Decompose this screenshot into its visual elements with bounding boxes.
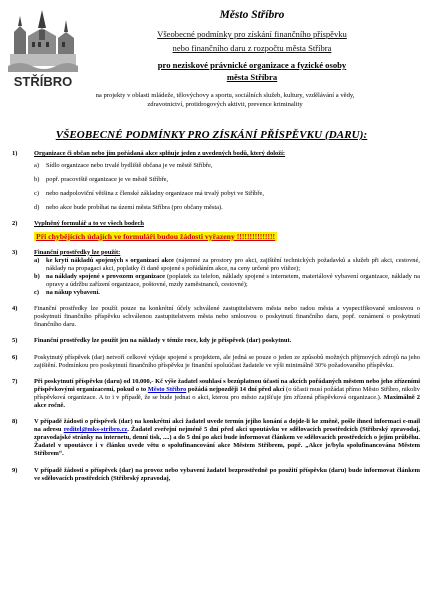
- condition-6: [10, 354, 420, 370]
- document-title: VŠEOBECNÉ PODMÍNKY PRO ZÍSKÁNÍ PŘÍSPĚVKU (DARU):: [55, 129, 368, 141]
- condition-1-d: d) nebo akce bude probíhat na území města Stříbra (pro občany města).: [34, 204, 223, 212]
- email-link[interactable]: reditel@mks-stribro.cz: [63, 426, 128, 434]
- condition-3-a: a) ke krytí nákladů spojených s organizací akce (nájemné za prostory pro akci, zajištění technických požadavků a služeb při akci, cestovné, náklady na propagaci akci, poplatky či daně spojené s pořádáním akce, na ceny určené pro vítěze);: [34, 256, 420, 272]
- condition-3: [10, 249, 420, 257]
- condition-text: Organizace či občan nebo jím pořádaná akce splňuje jeden z uvedených bodů, který doloží:: [34, 150, 286, 157]
- condition-number: 9): [12, 466, 18, 474]
- condition-number: 6): [12, 353, 18, 361]
- condition-number: 1): [12, 150, 18, 157]
- condition-number: 7): [12, 377, 18, 385]
- logo-text: STŘÍBRO: [13, 74, 73, 89]
- target-org-line-2: města Stříbra: [226, 72, 278, 82]
- condition-7: 7) Při poskytnutí příspěvku (daru) od 10.000,- Kč výše žadatel souhlasí s bezúplatnou účastí na akcích pořádaných městem nebo jeho zřízeními příspěvkovými organizacemi, pokud o to Město Stříbro požádá nejpozději 14 dní před akcí (o účasti musí požádat přímo Město Stříbro, nikoliv příspěvková organizace. A to i v případě, že se bude jednat o akci, kterou pro město zajišťuje jím zřízená příspěvková organizace.). Maximálně 2 akce ročně.: [12, 377, 421, 409]
- condition-3-c: c) na nákup vybavení.: [34, 289, 100, 297]
- condition-number: 5): [12, 337, 18, 345]
- condition-text: Poskytnutý příspěvek (dar) netvoří celkové výdaje spojené s projektem, ale jedná se pouze o jeden ze způsobů možných příjmových zdrojů na jeho zajištění. Podmínkou pro poskytnutí finančního příspěvku je finanční spoluúčast žadatele ve výši minimálně 30% požadovaného příspěvku.: [34, 353, 420, 369]
- condition-1-a: a) Sídlo organizace nebo trvalé bydliště občana je ve městě Stříbře,: [34, 162, 213, 170]
- condition-text: Finanční prostředky lze použít pouze na konkrétní účely schválené zastupitelstvem města nebo radou města a vyspecifikované smlouvou o poskytnutí finančního příspěvku schválenou zastupitelstvem města nebo smlouvou o poskytnutí finančního daru, popř. oznámení o poskytnutí finančního daru.: [34, 305, 420, 329]
- city-link[interactable]: Město Stříbro: [147, 385, 187, 393]
- conditions-list: [10, 150, 420, 483]
- condition-5: [10, 337, 420, 345]
- condition-3-b: b) na náklady spojené s provozem organizace (poplatek za telefon, náklady spojené s internetem, materiálové vybavení organizace, náklady na opravy a údržbu zařízení organizace, poštovné, mzdy zaměstnanců, cestovné);: [34, 272, 420, 288]
- condition-9: 9) V případě žádosti o příspěvek (dar) na provoz nebo vybavení žadatel bezprostředně po použití příspěvku (daru) bude informovat článkem ve sdělovacích prostředcích (Stříbrský zpravodaj,: [12, 466, 420, 482]
- condition-1: [10, 150, 420, 158]
- condition-4: [10, 305, 420, 329]
- header-line-2: nebo finančního daru z rozpočtu města Stříbra: [172, 43, 332, 53]
- condition-1-b: b) popř. pracoviště organizace je ve městě Stříbře,: [34, 176, 169, 184]
- condition-1-c: c) nebo nadpoloviční většina z členské základny organizace má trvalý pobyt ve Stříbře,: [34, 190, 264, 198]
- condition-8: 8) V případě žádosti o příspěvek (dar) na konkrétní akci žadatel uvede termín jejího konání a dojde-li ke změně, pošle ihned informaci e-mail na adresu reditel@mks-stribro.cz. Žadatel zveřejní nejméně 5 dní před akcí upoutávku ve sdělovacích prostředcích (Stříbrský zpravodaj, zpravodajské stránky na internetu, denní tisk, ....) a do 5 dní po akci bude informovat článkem ve sdělovacích prostředcích o jejím průběhu. Žadatel v upoutávce i v článku uvede větu o spolufinancování akce Městem Stříbrem, popř. „Akce je/byla spolufinancována Městem Stříbrem“.: [12, 418, 420, 458]
- city-logo: [8, 6, 78, 92]
- condition-number: 8): [12, 418, 18, 426]
- condition-text: Finanční prostředky lze použít jen na náklady v témže roce, kdy je příspěvek (dar) poskytnut.: [34, 337, 292, 345]
- warning-highlight: Při chybějících údajích ve formuláři budou žádosti vyřazeny !!!!!!!!!!!!!!!: [36, 231, 276, 241]
- intro-text: [45, 92, 405, 109]
- city-name: Město Stříbro: [219, 9, 285, 21]
- condition-text: Finanční prostředky lze použít:: [34, 248, 121, 256]
- condition-2: [10, 220, 420, 242]
- condition-number: 4): [12, 305, 18, 313]
- target-organizations: [86, 59, 418, 83]
- condition-number: 2): [12, 220, 18, 228]
- header-line-1: Všeobecné podmínky pro získání finančního příspěvku: [157, 29, 347, 39]
- condition-number: 3): [12, 248, 18, 256]
- condition-text: Vyplněný formulář a to ve všech bodech: [34, 220, 144, 228]
- intro-line-1: na projekty v oblasti mládeže, tělovýchovy a sportu, sociálních služeb, kultury, vzdělávání a vědy,: [95, 92, 355, 99]
- intro-line-2: zdravotnictví, protidrogových aktivit, prevence kriminality: [147, 100, 303, 108]
- target-org-line-1: pro neziskové právnické organizace a fyzické osoby: [157, 60, 347, 70]
